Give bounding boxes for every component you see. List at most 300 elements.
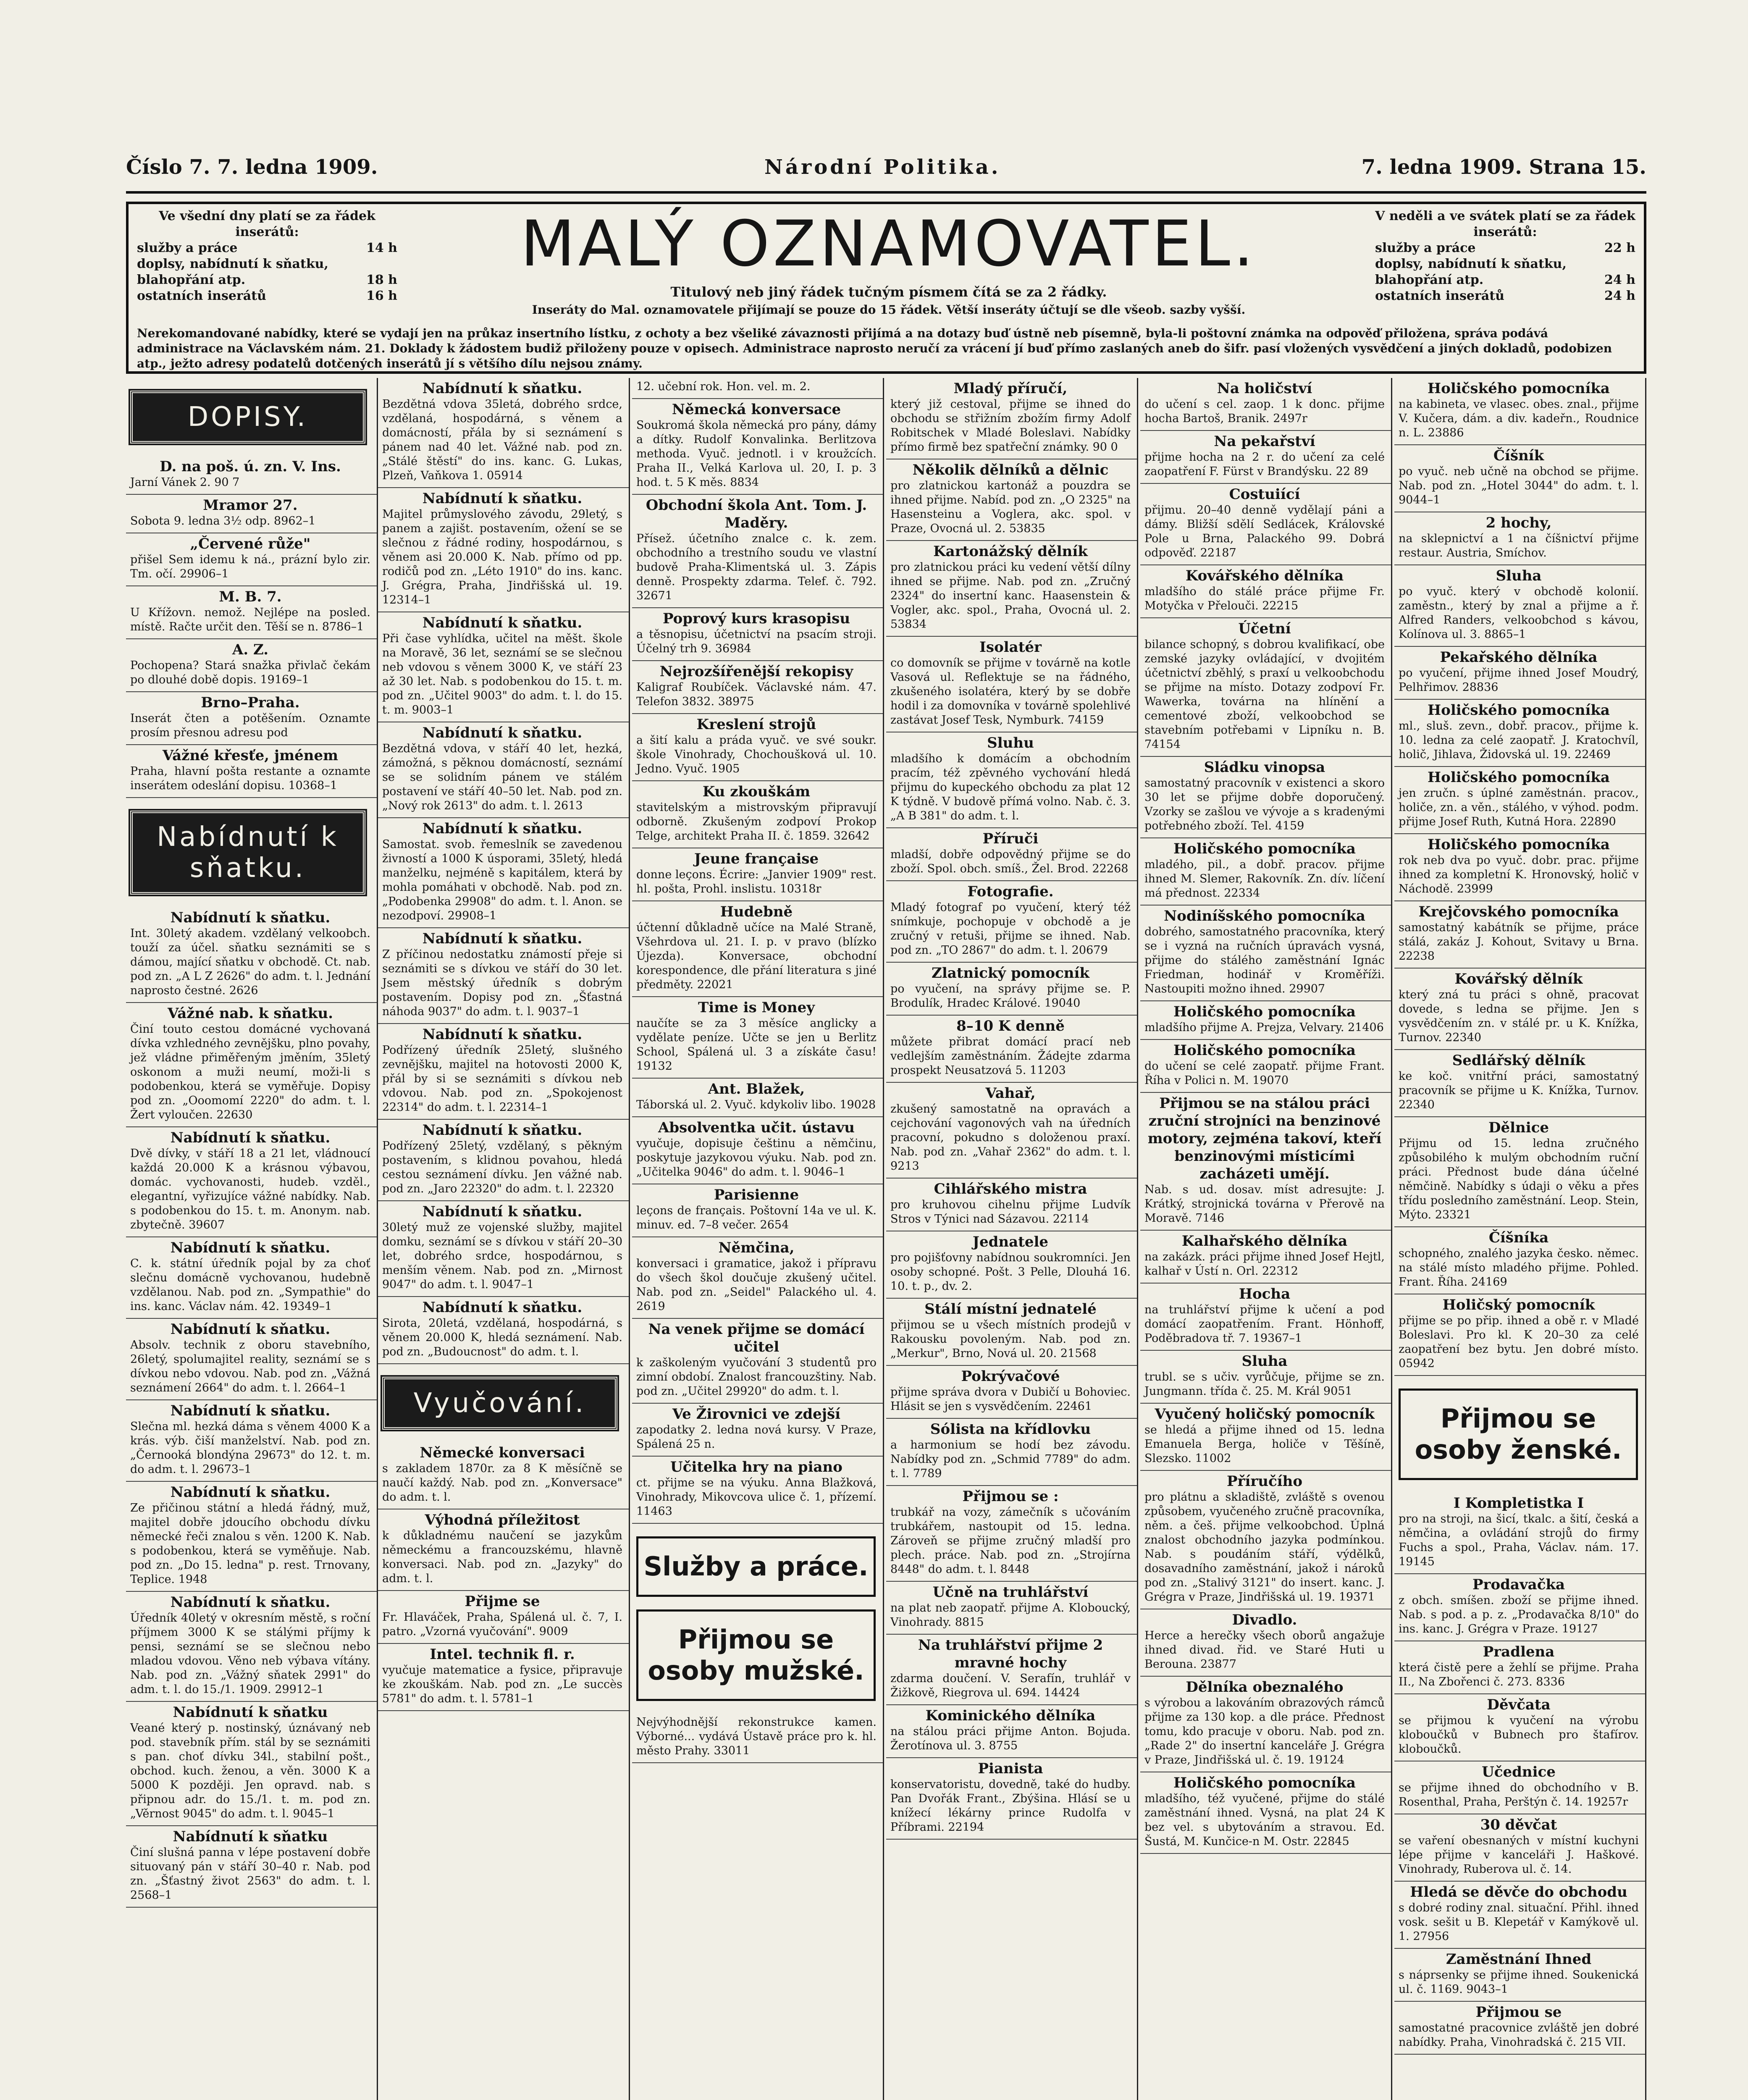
- ad-title: Poprový kurs krasopisu: [662, 610, 850, 627]
- classified-ad: [1394, 1641, 1646, 1694]
- classified-ad: [1140, 838, 1392, 906]
- classified-ad: [886, 1758, 1138, 1840]
- classified-ad: [632, 399, 884, 495]
- section-banner: Vyučování.: [382, 1377, 617, 1430]
- ad-body: pro zlatnickou kartonáž a pouzdra se ihned přijme. Nabíd. pod zn. „O 2325" na Hasensteinu a Voglera, akc. spol. v Praze, Ovocná ul. 2. 53835: [890, 479, 1131, 535]
- ad-title: Vyučený holičský pomocník: [1155, 1406, 1375, 1423]
- ad-body: Sirota, 20letá, vzdělaná, hospodárná, s věnem 20.000 K, hledá seznámení. Nab. pod zn. „Budoucnost" do adm. t. l.: [382, 1317, 622, 1358]
- price-row: [137, 240, 397, 256]
- ad-title: Dělníka obeznalého: [1186, 1679, 1344, 1696]
- ad-title: Nabídnutí k sňatku.: [422, 1203, 583, 1220]
- classified-ad: [886, 1705, 1138, 1758]
- price-row: [1375, 256, 1635, 272]
- ad-title: Obchodní škola Ant. Tom. J. Maděry.: [646, 497, 867, 531]
- classified-ad: [126, 533, 378, 586]
- ad-title: Děvčata: [1487, 1696, 1551, 1713]
- price-row: [1375, 272, 1635, 288]
- classified-ad: [886, 963, 1138, 1016]
- ad-body: do učení s cel. zaop. 1 k donc. přijme hocha Bartoš, Branik. 2497r: [1144, 398, 1385, 425]
- price-value: 24 h: [1604, 273, 1635, 287]
- price-value: 18 h: [366, 273, 397, 287]
- price-label: doplsy, nabídnutí k sňatku,: [137, 257, 328, 271]
- ad-body: přijme se po přip. ihned a obě r. v Mladé Boleslavi. Pro kl. K 20–30 za celé zaopatření bez bytu. Jen dobré místo. 05942: [1399, 1314, 1639, 1370]
- column-1: [126, 378, 378, 2100]
- ad-title: Holičského pomocníka: [1173, 1042, 1356, 1059]
- classified-ad: [126, 1127, 378, 1237]
- ad-body: trubkář na vozy, zámečník s učováním trubkářem, nastoupit od 15. ledna. Zároveň se přijme zručný mladší pro plech. práce. Nab. pod zn. „Strojírna 8448" do adm. t. l. 8448: [890, 1506, 1131, 1576]
- classified-ad: [886, 1486, 1138, 1582]
- classified-ad: [886, 1299, 1138, 1366]
- price-row: [137, 288, 397, 304]
- ad-body: Absolv. technik z oboru stavebního, 26letý, spolumajitel reality, seznámí se s dívkou nebo vdovou. Nab. pod zn. „Vážná seznámení 2664" do adm. t. l. 2664–1: [130, 1339, 370, 1394]
- classified-ad: [378, 1201, 630, 1297]
- ad-title: Sluha: [1241, 1353, 1288, 1370]
- ad-title: Absolventka učit. ústavu: [658, 1119, 855, 1136]
- ad-title: Kartonážský dělník: [933, 543, 1088, 560]
- classified-ad: [1140, 1231, 1392, 1284]
- section-banner: Nabídnutí k sňatku.: [130, 811, 365, 895]
- ad-title: Nabídnutí k sňatku.: [170, 1129, 331, 1146]
- ad-body: ke koč. vnitřní práci, samostatný pracovník se přijme u K. Knížka, Turnov. 22340: [1399, 1070, 1639, 1111]
- ad-title: Na holičství: [1217, 380, 1312, 397]
- classified-ad: [886, 637, 1138, 732]
- classified-ad: [378, 1509, 630, 1591]
- ad-title: Mladý příručí,: [953, 380, 1068, 397]
- ad-title: Kreslení strojů: [696, 716, 816, 733]
- ad-title: Německé konversaci: [420, 1444, 585, 1461]
- classified-ad: [1140, 1404, 1392, 1471]
- section-heading-box: Přijmou se osoby ženské.: [1399, 1389, 1638, 1480]
- ad-title: Příručího: [1226, 1473, 1303, 1490]
- ad-title: Nabídnutí k sňatku.: [422, 930, 583, 947]
- ad-body: přijme správa dvora v Dubičí u Bohoviec. Hlásit se jen s vysvědčením. 22461: [890, 1386, 1131, 1413]
- administration-notice: Nerekomandované nabídky, které se vydají jen na průkaz insertního lístku, z ochoty a bez všeliké závaznosti přijímá a na dotazy buď ústně neb písemně, byla-li poštovní známka na odpověď přiložena, správa podává administrace na Václavském nám. 21. Doklady k žádostem budiž přiloženy pouze v opisech. Administrace naprosto neručí za vrácení jí buď přímo zaslaných aneb do šifr. pasí vložených vysvědčení a jiných dokladů, podobizen atp., ježto adresy podatelů dotčených inserátů jí s většího dílu nejsou známy.: [137, 326, 1612, 370]
- ad-body: ct. přijme se na výuku. Anna Blažková, Vinohrady, Mikovcova ulice č. 1, přízemí. 11463: [636, 1476, 877, 1518]
- ad-body: Bezdětná vdova 35letá, dobrého srdce, vzdělaná, hospodárná, s věnem a domácností, přála by si seznámení s pánem nad 40 let. Vážné nab. pod zn. „Stálé štěstí" do ins. kanc. G. Lukas, Plzeň, Vaňkova 1. 05914: [382, 398, 622, 482]
- price-row: [1375, 240, 1635, 256]
- classified-ad: [1394, 1574, 1646, 1641]
- ad-title: Pokrývačové: [961, 1368, 1060, 1385]
- ad-body: stavitelským a mistrovským připravují odborně. Zkušeným zodpoví Prokop Telge, architekt Praha II. č. 1859. 32642: [636, 801, 877, 843]
- ad-body: po vyučení, přijme ihned Josef Moudrý, Pelhřimov. 28836: [1399, 667, 1639, 694]
- ad-title: Nabídnutí k sňatku.: [170, 1484, 331, 1501]
- classified-ad: [632, 661, 884, 714]
- ad-body: Nejvýhodnější rekonstrukce kamen. Výborné... vydává Ústavě práce pro k. hl. město Prahy. 33011: [636, 1716, 877, 1757]
- ad-title: Nabídnutí k sňatku.: [170, 1239, 331, 1256]
- ad-title: Nabídnutí k sňatku.: [170, 1321, 331, 1338]
- ad-body: můžete přibrat domácí prací neb vedlejším zaměstnáním. Žádejte zdarma prospekt Neusatzová 5. 11203: [890, 1035, 1131, 1077]
- classified-ad: [632, 1184, 884, 1237]
- ad-title: Holičského pomocníka: [1428, 836, 1610, 853]
- ad-title: Holičského pomocníka: [1173, 840, 1356, 857]
- classified-ad: [1394, 565, 1646, 647]
- classified-ad: [126, 1482, 378, 1592]
- ad-body: Činí touto cestou domácné vychovaná dívka vzhledného zevnějšku, plno povahy, jež vládne přiměřeným jměním, 35letý oskonom a muži neumí, moži-li s podobenkou, která se vyměřuje. Dopisy pod zn. „Ooomomí 2220" do adm. t. l. Žert vyloučen. 22630: [130, 1023, 370, 1121]
- ad-body: Podřízený 25letý, vzdělaný, s pěkným postavením, s klidnou povahou, hledá cestou seznámení dívku. Jen vážné nab. pod zn. „Jaro 22320" do adm. t. l. 22320: [382, 1139, 622, 1195]
- ad-body: s náprsenky se přijme ihned. Soukenická ul. č. 1169. 9043–1: [1399, 1969, 1639, 1996]
- classified-ad: [1140, 565, 1392, 618]
- section-subtitle: Titulový neb jiný řádek tučným písmem čítá se za 2 řádky.: [670, 284, 1107, 300]
- ad-title: Vážné nab. k sňatku.: [167, 1005, 333, 1022]
- price-value: 24 h: [1604, 289, 1635, 303]
- ad-body: samostatné pracovnice zvláště jen dobré nabídky. Praha, Vinohradská č. 215 VII.: [1399, 2021, 1639, 2049]
- ad-title: Německá konversace: [672, 401, 841, 418]
- classified-ad: [1394, 1117, 1646, 1227]
- ad-body: mladšího, též vyučené, přijme do stálé zaměstnání ihned. Vysná, na plat 24 K bez vel. s ubytováním a stravou. Ed. Šustá, M. Kunčice-n M. Ostr. 22845: [1144, 1792, 1385, 1848]
- ad-title: Číšník: [1493, 447, 1544, 464]
- ad-body: na sklepnictví a 1 na číšnictví přijme restaur. Austria, Smíchov.: [1399, 532, 1639, 559]
- ad-body: na zakázk. práci přijme ihned Josef Hejtl, kalhař v Ústí n. Orl. 22312: [1144, 1250, 1385, 1278]
- price-row: [1375, 288, 1635, 304]
- classified-ad: [1140, 906, 1392, 1001]
- ad-title: Kominického dělníka: [925, 1707, 1096, 1724]
- classified-ad: [632, 1404, 884, 1457]
- ad-body: Slečna ml. hezká dáma s věnem 4000 K a krás. výb. čiší manželství. Nab. pod zn. „Černooká blondýna 29673" do 12. t. m. do adm. t. l. 29673–1: [130, 1420, 370, 1476]
- ad-body: schopného, znalého jazyka česko. němec. na stálé místo mladého přijme. Pohled. Frant. Říha. 24169: [1399, 1247, 1639, 1289]
- classified-ad: [632, 1714, 884, 1763]
- ad-title: Ant. Blažek,: [708, 1081, 805, 1097]
- classified-ad: [632, 1319, 884, 1404]
- classified-ad: [1394, 1814, 1646, 1882]
- ad-title: Nabídnutí k sňatku: [173, 1828, 328, 1845]
- classified-ad: [378, 1644, 630, 1711]
- ad-title: Time is Money: [698, 999, 815, 1016]
- ad-body: Pochopena? Stará snažka přivlač čekám po dlouhé době dopis. 19169–1: [130, 659, 370, 686]
- classified-ad: [378, 1591, 630, 1644]
- ad-body: jen zručn. s úplné zaměstnán. pracov., holiče, zn. a věn., stálého, v výhod. podm. přijme Josef Ruth, Kutná Hora. 22890: [1399, 787, 1639, 828]
- ad-body: pro kruhovou cihelnu přijme Ludvík Stros v Týnici nad Sázavou. 22114: [890, 1198, 1131, 1226]
- classified-ad: [1140, 1677, 1392, 1772]
- classified-ad: [886, 1582, 1138, 1635]
- ad-body: zkušený samostatně na opravách a cejchování vagonových vah na úředních pracovní, pokudno s doloženou praxí. Nab. pod zn. „Vahař 2362" do adm. t. l. 9213: [890, 1102, 1131, 1173]
- column-2: [378, 378, 630, 2100]
- ad-title: Na pekařství: [1214, 433, 1315, 450]
- ad-body: trubl. se s učiv. vyrůčuje, přijme se zn. Jungmann. třída č. 25. M. Král 9051: [1144, 1370, 1385, 1398]
- ad-body: Dvě dívky, v stáří 18 a 21 let, vládnoucí každá 20.000 K a krásnou výbavou, domác. vychovanosti, hudeb. vzděl., elegantní, vyřizujíce vážné nabídky. Nab. s podobenkou do 15. t. m. Anonym. nab. zbytečně. 39607: [130, 1147, 370, 1231]
- ad-title: Nabídnutí k sňatku.: [422, 380, 583, 397]
- classified-ad: [886, 1179, 1138, 1231]
- column-separator: [883, 378, 884, 2100]
- ad-title: Brno–Praha.: [201, 694, 300, 711]
- classified-ad: [126, 1319, 378, 1400]
- classified-ad: [126, 1592, 378, 1702]
- classified-ad: [632, 1117, 884, 1184]
- holiday-price-title: V neděli a ve svátek platí se za řádek inserátů:: [1375, 209, 1635, 239]
- section-heading-box: Přijmou se osoby mužské.: [636, 1609, 876, 1701]
- ad-body: na plat neb zaopatř. přijme A. Kloboucký, Vinohrady. 8815: [890, 1601, 1131, 1629]
- classified-ad: [886, 1083, 1138, 1179]
- ad-body: C. k. státní úředník pojal by za choť slečnu domácně vychovanou, hudebně vzdělanou. Nab. pod zn. „Sympathie" do ins. kanc. Václav nám. 42. 19349–1: [130, 1257, 370, 1313]
- ad-body: po vyučení, na správy přijme se. P. Brodulík, Hradec Králové. 19040: [890, 982, 1131, 1010]
- price-label: služby a práce: [1375, 241, 1476, 255]
- ad-body: vyučuje matematice a fysice, připravuje ke zkouškám. Nab. pod zn. „Le succès 5781" do adm. t. l. 5781–1: [382, 1664, 622, 1705]
- ad-body: U Křížovn. nemož. Nejlépe na posled. místě. Račte určit den. Těší se n. 8786–1: [130, 606, 370, 633]
- ad-body: Soukromá škola německá pro pány, dámy a dítky. Rudolf Konvalinka. Berlitzova methoda. Vyuč. jednotl. i v kroužcích. Praha II., Velká Karlova ul. 20, I. p. 3 hod. t. 5 K měs. 8834: [636, 419, 877, 489]
- ad-title: Nabídnutí k sňatku.: [422, 1026, 583, 1043]
- ad-body: přijmou se u všech místních prodejů v Rakousku povoleným. Nab. pod zn. „Merkur", Brno, Nová ul. 20. 21568: [890, 1318, 1131, 1360]
- ad-title: Na venek přijme se domácí učitel: [648, 1321, 865, 1355]
- classified-ad: [632, 901, 884, 997]
- ad-body: se přijme ihned do obchodního v B. Rosenthal, Praha, Perštýn č. 14. 19257r: [1399, 1781, 1639, 1809]
- classified-ad: [378, 488, 630, 612]
- ad-body: 12. učební rok. Hon. vel. m. 2.: [636, 380, 811, 393]
- ad-body: Jarní Vánek 2. 90 7: [130, 476, 240, 489]
- ad-body: a harmonium se hodí bez závodu. Nabídky pod zn. „Schmid 7789" do adm. t. l. 7789: [890, 1438, 1131, 1480]
- ad-title: Ve Žirovnici ve zdejší: [672, 1406, 841, 1423]
- ad-body: Nab. s ud. dosav. míst adresujte: J. Krátký, strojnická továrna v Přerově na Moravě. 7146: [1144, 1183, 1385, 1225]
- classified-ad: [378, 1120, 630, 1201]
- ad-title: Nabídnutí k sňatku.: [170, 1594, 331, 1611]
- ad-title: Přijmou se na stálou práci zruční strojníci na benzinové motory, zejména takoví, kteří benzinovými místicími zacházeti umějí.: [1147, 1095, 1382, 1182]
- classified-ad: [632, 495, 884, 608]
- classified-ad: [126, 1826, 378, 1908]
- ad-title: Jeune française: [694, 850, 819, 867]
- classified-ad: [1140, 1001, 1392, 1040]
- ad-title: Přijme se: [465, 1593, 540, 1610]
- ad-title: Pianista: [978, 1760, 1043, 1777]
- ad-body: pro na stroji, na šicí, tkalc. a šití, česká a němčina, a ovládání strojů do firmy Fuchs a spol., Praha, Václav. nám. 17. 19145: [1399, 1512, 1639, 1568]
- weekday-price-title: Ve všední dny platí se za řádek inserátů:: [159, 209, 375, 239]
- ad-body: přijme hocha na 2 r. do učení za celé zaopatření F. Fürst v Brandýsku. 22 89: [1144, 451, 1385, 478]
- ad-title: Nodiníšského pomocníka: [1164, 908, 1365, 924]
- issue-label: Číslo 7. 7. ledna 1909.: [126, 155, 378, 179]
- classified-ad: [1140, 618, 1392, 757]
- classified-ad: [1140, 1093, 1392, 1231]
- classified-ad: [886, 1366, 1138, 1419]
- ad-body: Přísež. účetního znalce c. k. zem. obchodního a trestního soudu ve vlastní budově Praha-Klimentská ul. 3. Zápis denně. Prospekty zdarma. Telef. č. 792. 32671: [636, 532, 877, 602]
- classified-ad: [378, 818, 630, 928]
- ad-title: Dělnice: [1488, 1119, 1549, 1136]
- ad-body: konversaci i gramatice, jakož i přípravu do všech škol doučuje zkušený učitel. Nab. pod zn. „Seidel" Palackého ul. 4. 2619: [636, 1257, 877, 1313]
- classified-ad: [886, 459, 1138, 541]
- ad-body: z obch. smíšen. zboží se přijme ihned. Nab. s pod. a p. z. „Prodavačka 8/10" do ins. kanc. J. Grégra v Praze. 19127: [1399, 1594, 1639, 1635]
- ad-title: Cihlářského mistra: [934, 1181, 1087, 1197]
- classified-ad: [1394, 647, 1646, 700]
- ad-title: Vahař,: [985, 1085, 1036, 1102]
- ad-title: Ku zkouškám: [702, 783, 811, 800]
- ad-title: Divadlo.: [1232, 1612, 1297, 1628]
- ad-body: Podřízený úředník 25letý, slušného zevnějšku, majitel na hotovosti 2000 K, přál by si se seznámiti s dívkou neb vdovou. Nab. pod zn. „Spokojenost 22314" do adm. t. l. 22314–1: [382, 1044, 622, 1114]
- ad-body: mladšího k domácím a obchodním pracím, též zpěvného vychování hledá přijmu do kupeckého obchodu za plat 12 K týdně. V budově přímá volno. Nab. č. 3. „A B 381" do adm. t. l.: [890, 752, 1131, 822]
- classified-ad: [1394, 378, 1646, 445]
- price-value: 22 h: [1604, 241, 1635, 255]
- classified-ad: [126, 456, 378, 495]
- ad-title: Přijmou se: [1475, 2004, 1562, 2021]
- section-banner: DOPISY.: [130, 391, 365, 444]
- classified-ad: [126, 495, 378, 533]
- ad-title: Prodavačka: [1472, 1576, 1565, 1593]
- ad-title: Přijmou se :: [962, 1488, 1059, 1505]
- ad-title: Nabídnutí k sňatku.: [422, 820, 583, 837]
- ad-body: Praha, hlavní pošta restante a oznamte inserátem odeslání dopisu. 10368–1: [130, 765, 370, 792]
- classified-ad: [632, 1457, 884, 1524]
- classified-ad: [632, 848, 884, 901]
- classified-ad: [1140, 378, 1392, 431]
- ad-body: bilance schopný, s dobrou kvalifikací, obe zemské jazyky ovládající, v dvojitém účetnictví zběhlý, s praxí u velkoobchodu se přijme na místo. Dotazy zodpoví Fr. Wawerka, továrna na hlínění a cementové zboží, velkoobchod se stavebním potřebami v Lipníku n. B. 74154: [1144, 638, 1385, 751]
- ad-title: Kalhařského dělníka: [1181, 1233, 1348, 1250]
- ad-body: Z příčinou nedostatku známostí přeje si seznámiti se s dívkou ve stáří do 30 let. Jsem městský úředník s dobrým postavením. Dopisy pod zn. „Šťastná náhoda 9037" do adm. t. l. 9037–1: [382, 948, 622, 1018]
- ad-body: zapodatky 2. ledna nová kursy. V Praze, Spálená 25 n.: [636, 1423, 877, 1451]
- ad-body: mladšího do stálé práce přijme Fr. Motyčka v Přelouči. 22215: [1144, 585, 1385, 612]
- ad-body: Sobota 9. ledna 3½ odp. 8962–1: [130, 514, 316, 528]
- ad-title: Sluhu: [987, 735, 1034, 751]
- ad-title: Příruči: [982, 830, 1039, 847]
- ad-body: Herce a herečky všech oborů angažuje ihned divad. řid. ve Staré Huti u Berouna. 23877: [1144, 1629, 1385, 1671]
- ad-body: na truhlářství přijme k učení a pod domácí zaopatřením. Frant. Hönhoff, Poděbradova tř. 7. 19367–1: [1144, 1303, 1385, 1345]
- ad-body: mladého, pil., a dobř. pracov. přijme ihned M. Slemer, Rakovník. Zn. dív. líčení má přednost. 22334: [1144, 858, 1385, 900]
- classified-ad: [126, 1702, 378, 1826]
- ad-body: s zakladem 1870r. za 8 K měsíčně se naučí každý. Nab. pod zn. „Konversace" do adm. t. l.: [382, 1462, 622, 1504]
- ad-title: Učně na truhlářství: [932, 1584, 1089, 1601]
- classified-ad: [126, 1237, 378, 1319]
- ad-body: zdarma doučení. V. Serafín, truhlář v Žižkově, Riegrova ul. 694. 14424: [890, 1672, 1131, 1699]
- ad-title: Jednatele: [972, 1234, 1049, 1250]
- column-separator: [1645, 378, 1646, 2100]
- holiday-price-box: [1375, 208, 1635, 304]
- classified-ad: [378, 722, 630, 818]
- classified-ad: [1394, 1949, 1646, 2002]
- ad-title: Costuiící: [1229, 486, 1300, 503]
- ad-body: naučíte se za 3 měsíce anglicky a vydělate peníze. Učte se jen u Berlitz School, Spálená ul. 3 a získáte času! 19132: [636, 1017, 877, 1073]
- classified-ad: [632, 1079, 884, 1117]
- classified-ad: [1394, 1694, 1646, 1761]
- ad-title: Na truhlářství přijme 2 mravné hochy: [918, 1637, 1103, 1671]
- ad-title: Holičského pomocníka: [1428, 702, 1610, 719]
- ad-body: která čistě pere a žehlí se přijme. Praha II., Na Zbořenci č. 273. 8336: [1399, 1661, 1639, 1688]
- ad-title: Sluha: [1496, 567, 1542, 584]
- ad-title: Nabídnutí k sňatku.: [170, 909, 331, 926]
- classified-ad: [632, 997, 884, 1079]
- ad-body: pro plátnu a skladiště, zvláště s ovenou způsobem, vyučeného zručně pracovníka, něm. a češ. přijme velkoobchod. Úplná znalost obchodního jazyka podmínkou. Nab. s poudáním stáří, výdělků, dosavadního zaměstnání, jakož i nároků pod zn. „Stalivý 3121" do insert. kanc. J. Grégra v Praze, Jindřišská ul. 19. 19371: [1144, 1491, 1385, 1604]
- column-5: [1140, 378, 1392, 2100]
- ad-title: Výhodná příležitost: [425, 1512, 580, 1528]
- ad-body: Mladý fotograf po vyučení, který též snímkuje, pochopuje v obchodě a je zručný v retuši, přijme se ihned. Nab. pod zn. „TO 2867" do adm. t. l. 20679: [890, 901, 1131, 957]
- price-label: doplsy, nabídnutí k sňatku,: [1375, 257, 1567, 271]
- ad-body: s dobré rodiny znal. situační. Přihl. ihned vosk. sešit u B. Klepetář v Kamýkově ul. 1. 27956: [1399, 1901, 1639, 1943]
- classified-ad: [1394, 1294, 1646, 1376]
- classified-ad: [126, 745, 378, 798]
- classified-ad: [126, 639, 378, 692]
- masthead: [126, 155, 1646, 189]
- ad-body: Kaligraf Roubíček. Václavské nám. 47. Telefon 3832. 38975: [636, 681, 877, 708]
- classified-ad: [886, 732, 1138, 828]
- ad-body: na kabineta, ve vlasec. obes. znal., přijme V. Kučera, dám. a div. kadeřn., Roudnice n. L. 23886: [1399, 398, 1639, 439]
- ad-body: samostatný kabátník se přijme, práce stálá, zakáz J. Kohout, Svitavy u Brna. 22238: [1399, 921, 1639, 963]
- classified-ad: [378, 1024, 630, 1120]
- price-label: služby a práce: [137, 241, 238, 255]
- ad-title: D. na poš. ú. zn. V. Ins.: [160, 458, 341, 475]
- ad-body: pro zlatnickou práci ku vedení větší dílny ihned se přijme. Nab. pod zn. „Zručný 2324" do insertní kanc. Haasenstein & Vogler, akc. spol., Praha, Ovocná ul. 2. 53834: [890, 561, 1131, 631]
- ad-body: Int. 30letý akadem. vzdělaný velkoobch. touží za účel. sňatku seznámiti se s dámou, mající sňatku v obchodě. Ct. nab. pod zn. „A L Z 2626" do adm. t. l. Jednání naprosto čestné. 2626: [130, 927, 370, 997]
- classified-ad: [632, 781, 884, 848]
- ad-body: Táborská ul. 2. Vyuč. kdykoliv libo. 19028: [636, 1098, 876, 1111]
- classified-ad: [1140, 1471, 1392, 1609]
- price-label: ostatních inserátů: [1375, 289, 1504, 303]
- ad-title: Pradlena: [1483, 1643, 1555, 1660]
- ad-title: Stálí místní jednatelé: [924, 1301, 1097, 1318]
- ad-body: se hledá a přijme ihned od 15. ledna Emanuela Berga, holiče v Těšíně, Slezsko. 11002: [1144, 1423, 1385, 1465]
- column-6: [1394, 378, 1646, 2100]
- ad-title: Hledá se děvče do obchodu: [1410, 1884, 1627, 1900]
- ad-title: Intel. technik fl. r.: [430, 1646, 575, 1663]
- ad-body: účtenní důkladně učíce na Malé Straně, Všehrdova ul. 21. I. p. v pravo (blízko Újezda). Konversace, obchodní korespondence, dle přání literatura s jiné předměty. 22021: [636, 921, 877, 991]
- classified-ad: [378, 378, 630, 488]
- classified-ad: [1140, 1351, 1392, 1404]
- ad-body: po vyuč. neb učně na obchod se přijme. Nab. pod zn. „Hotel 3044" do adm. t. l. 9044–1: [1399, 465, 1639, 507]
- ad-body: Veané který p. nostinský, úznávaný neb pod. stavebník přím. stál by se seznámiti s pan. choť dívku 34l., stabilní pošt., obchod. kuch. ženou, a věn. 3000 K a 5000 K později. Jen opravd. nab. s připnou adr. do 15./1. t. m. pod zn. „Věrnost 9045" do adm. t. l. 9045–1: [130, 1722, 370, 1820]
- classified-ad: [1394, 1882, 1646, 1949]
- classified-ad: [632, 608, 884, 661]
- ad-title: A. Z.: [232, 641, 269, 658]
- classified-ad: [886, 1419, 1138, 1486]
- column-separator: [629, 378, 630, 2100]
- ad-title: Zlatnický pomocník: [932, 965, 1089, 982]
- classified-ad: [1394, 901, 1646, 969]
- ad-body: a těsnopisu, účetnictví na psacím stroji. Účelný trh 9. 36984: [636, 628, 877, 655]
- ad-body: co domovník se přijme v továrně na kotle Vasová ul. Reflektuje se na řádného, zkušeného isolatéra, který by se dobře hodil i za domovníka v továrně spolehlivé zastávat Josef Tesk, Nymburk. 74159: [890, 656, 1131, 727]
- ad-body: Majitel průmyslového závodu, 29letý, s panem a zajišt. postavením, ožení se se slečnou z řádné rodiny, hospodárnou, s věnem asi 20.000 K. Nab. přímo od pp. rodičů pod zn. „Léto 1910" do ins. kanc. J. Grégra, Praha, Jindřišská ul. 19. 12314–1: [382, 508, 622, 606]
- classified-ad: [1140, 757, 1392, 838]
- column-separator: [1391, 378, 1392, 2100]
- ad-body: donne leçons. Écrire: „Janvier 1909" rest. hl. pošta, Prohl. inslistu. 10318r: [636, 868, 877, 895]
- classified-ad: [886, 1635, 1138, 1705]
- classified-ad: [126, 1400, 378, 1482]
- classified-ad: [378, 928, 630, 1024]
- classified-ad: [1394, 834, 1646, 901]
- ad-title: Krejčovského pomocníka: [1418, 903, 1619, 920]
- classified-ad: [1140, 484, 1392, 565]
- classified-ad: [1394, 1050, 1646, 1117]
- classified-ad: [886, 1016, 1138, 1083]
- ad-title: Nabídnutí k sňatku.: [422, 724, 583, 741]
- ad-body: 30letý muž ze vojenské služby, majitel domku, seznámí se s dívkou v stáří 20–30 let, dobrého srdce, hospodárnou, s menším věnem. Nab. pod zn. „Mirnost 9047" do adm. t. l. 9047–1: [382, 1221, 622, 1291]
- classified-ad: [1394, 1493, 1646, 1574]
- classified-ad: [1140, 1040, 1392, 1093]
- ad-body: přišel Sem idemu k ná., prázní bylo zir. Tm. očí. 29906–1: [130, 553, 370, 580]
- ad-body: Úředník 40letý v okresním městě, s roční příjmem 3000 K se stálými příjmy k pensi, seznámí se se slečnou nebo mladou vdovou. Věno neb výbava vítány. Nab. pod zn. „Vážný sňatek 2991" do adm. t. l. do 15./1. 1909. 29912–1: [130, 1612, 370, 1696]
- ad-title: Sólista na křídlovku: [930, 1421, 1091, 1438]
- ad-title: M. B. 7.: [219, 588, 282, 605]
- ad-body: dobrého, samostatného pracovníka, který se i vyzná na ručních úpravách vysná, přijme do stálého zaměstnání Ignác Friedman, hodinář v Kroměříži. Nastoupiti možno ihned. 29907: [1144, 925, 1385, 995]
- ad-title: Parisienne: [714, 1186, 799, 1203]
- ad-body: Bezdětná vdova, v stáří 40 let, hezká, zámožná, s pěknou domácností, seznámí se se solidním pánem ve stálém postavení ve stáří 40–50 let. Nab. pod zn. „Nový rok 2613" do adm. t. l. 2613: [382, 742, 622, 812]
- price-label: ostatních inserátů: [137, 289, 266, 303]
- column-separator: [1137, 378, 1138, 2100]
- paper-name: Národní Politika.: [764, 155, 1001, 179]
- page-label: 7. ledna 1909. Strana 15.: [1361, 155, 1646, 179]
- ad-body: Ze přičinou státní a hledá řádný, muž, majitel dobře jdoucího obchodu dívku německé řeči znalou s věn. 1200 K. Nab. s podobenkou, která se vyměňuje. Nab. pod zn. „Do 15. ledna" p. rest. Trnovany, Teplice. 1948: [130, 1502, 370, 1586]
- classified-ad: [1140, 431, 1392, 484]
- ad-title: Nabídnutí k sňatku.: [422, 1299, 583, 1316]
- ad-body: Přijmu od 15. ledna zručného způsobilého k mulým obchodním ruční práci. Přednost bude dána účelné němčině. Nabídky s údaji o věku a přes třídu posledního zaměstnání. Leop. Stein, Mýto. 23321: [1399, 1137, 1639, 1221]
- classified-ad: [632, 714, 884, 781]
- ad-body: který zná tu práci s ohně, pracovat dovede, s ledna se přijme. Jen s vysvědčením zn. v stálé pr. u K. Knížka, Turnov. 22340: [1399, 988, 1639, 1044]
- ad-title: 30 děvčat: [1480, 1816, 1557, 1833]
- classified-ad: [126, 692, 378, 745]
- ad-title: Hudebně: [720, 903, 793, 920]
- ad-body: Fr. Hlaváček, Praha, Spálená ul. č. 7, I. patro. „Vzorná vyučování". 9009: [382, 1611, 622, 1638]
- classified-ad: [632, 378, 884, 399]
- ad-body: s výrobou a lakováním obrazových rámců přijme za 130 kop. a dle práce. Přednost tomu, kdo pracuje v oboru. Nab. pod zn. „Rade 2" do insertní kanceláře J. Grégra v Praze, Jindřišská ul. č. 19. 19124: [1144, 1696, 1385, 1767]
- classified-ad: [1394, 1227, 1646, 1294]
- classified-ad: [886, 378, 1138, 459]
- classified-ad: [378, 612, 630, 722]
- ad-body: Samostat. svob. řemeslník se zavedenou živností a 1000 K úsporami, 35letý, hledá manželku, nejméně s kapitálem, která by mohla pomáhati v obchodě. Nab. pod zn. „Podobenka 29908" do adm. t. l. Anon. se nezodpoví. 29908–1: [382, 838, 622, 922]
- ad-title: Holičského pomocníka: [1428, 769, 1610, 786]
- ad-title: Kovářský dělník: [1454, 971, 1583, 987]
- weekday-price-box: [137, 208, 397, 304]
- ad-title: Nejrozšířenější rekopisy: [659, 663, 853, 680]
